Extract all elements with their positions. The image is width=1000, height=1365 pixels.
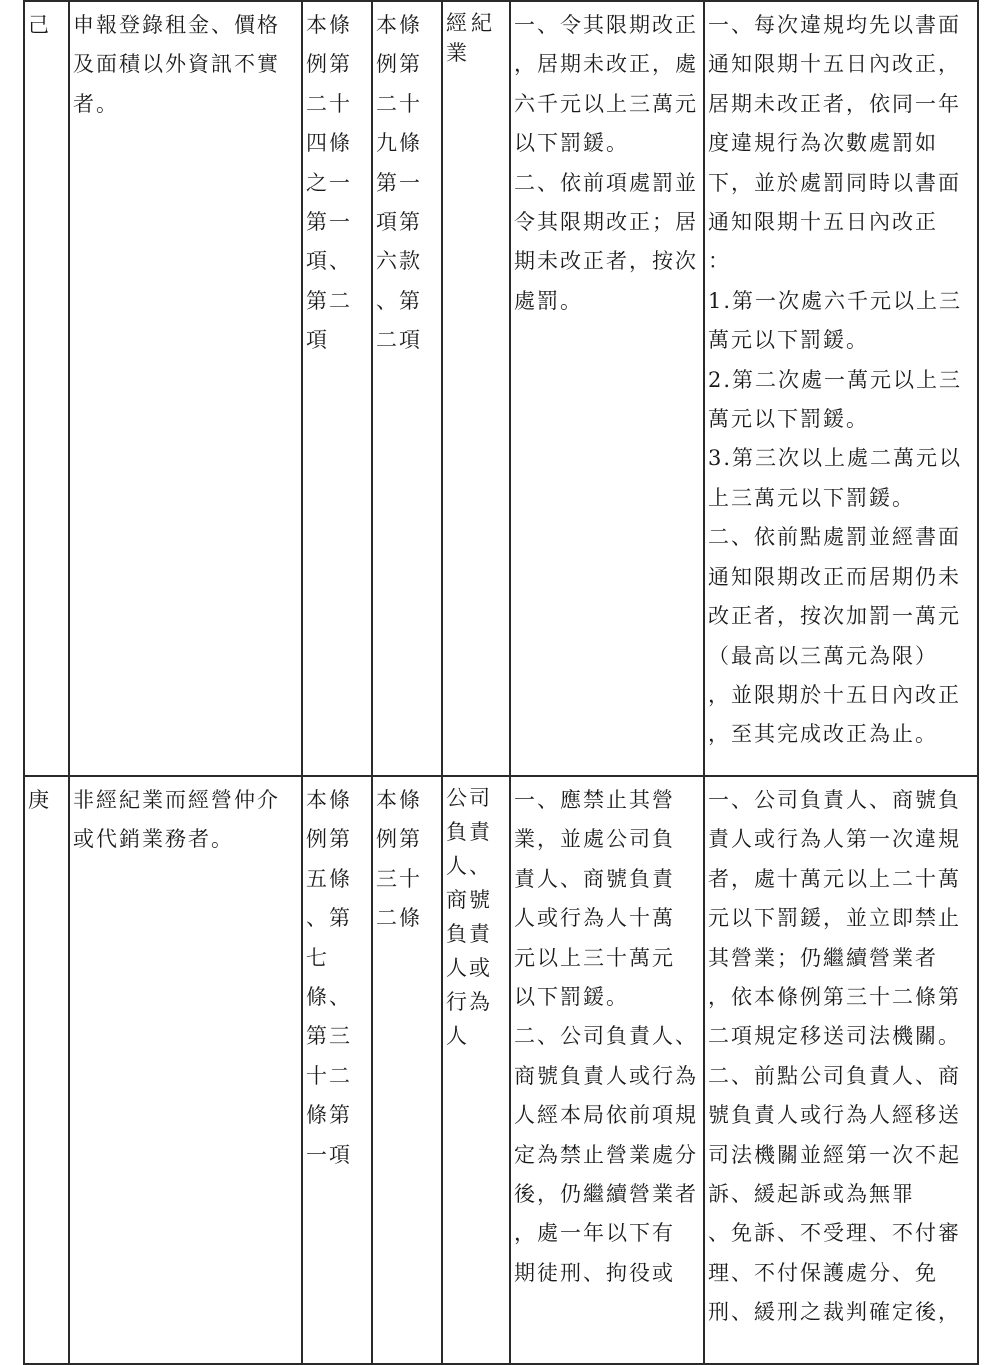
criteria-item: 1.第一次處六千元以上三 萬元以下罰鍰。	[708, 288, 963, 353]
criteria-item: 2.第二次處一萬元以上三 萬元以下罰鍰。	[708, 367, 963, 432]
table-row-geng	[24, 776, 978, 1364]
row-code: 庚	[24, 776, 69, 1364]
violation-cell	[69, 1, 302, 776]
subject-cell	[442, 776, 510, 1364]
criteria-cell	[704, 1, 978, 776]
criteria-cell	[704, 776, 978, 1364]
table-row-ji	[24, 1, 978, 776]
statutory-penalty-item: 二、依前項處罰並 令其限期改正；居 期未改正者，按次 處罰。	[514, 170, 698, 313]
criteria-item: 一、每次違規均先以書面 通知限期十五日內改正， 居期未改正者，依同一年 度違規行為次數處罰如 下，並於處罰同時以書面 通知限期十五日內改正 ：	[708, 13, 961, 274]
legal-basis-cell	[302, 776, 372, 1364]
statutory-penalty-item: 二、公司負責人、 商號負責人或行為 人經本局依前項規 定為禁止營業處分 後，仍繼續營業者 ，處一年以下有 期徒刑、拘役或	[514, 1024, 698, 1285]
criteria-item: 二、前點公司負責人、商 號負責人或行為人經移送 司法機關並經第一次不起 訴、緩起訴或為無罪 、免訴、不受理、不付審 理、不付保護處分、免 刑、緩刑之裁判確定後，	[708, 1063, 961, 1325]
statutory-penalty-cell	[510, 1, 704, 776]
subject-column-right: 司 責 、 號 責 或 為	[469, 786, 490, 1014]
penalty-basis-text: 本條 例第 三十 二條	[376, 788, 422, 931]
legal-basis-cell	[302, 1, 372, 776]
subject-columns	[446, 781, 506, 1053]
criteria-item: 二、依前點處罰並經書面 通知限期改正而居期仍未 改正者，按次加罰一萬元 （最高以三萬元為限） ，並限期於十五日內改正 ，至其完成改正為止。	[708, 525, 961, 747]
statutory-penalty-item: 一、應禁止其營 業，並處公司負 責人、商號負責 人或行為人十萬 元以上三十萬元 以下罰鍰。	[514, 788, 675, 1010]
subject-column-left: 公 負 人 商 負 人 行 人	[446, 786, 467, 1048]
statutory-penalty-cell	[510, 776, 704, 1364]
criteria-item: 一、公司負責人、商號負 責人或行為人第一次違規 者，處十萬元以上二十萬 元以下罰鍰，並立即禁止 其營業；仍繼續營業者 ，依本條例第三十二條第 二項規定移送司法機關。	[708, 788, 961, 1049]
penalty-basis-cell	[372, 1, 442, 776]
penalty-table	[23, 0, 979, 1365]
violation-text: 非經紀業而經營仲介或代銷業務者。	[73, 788, 280, 852]
legal-basis-text: 本條 例第 二十 四條 之一 第一 項、 第二 項	[306, 13, 352, 353]
penalty-basis-cell	[372, 776, 442, 1364]
legal-basis-text: 本條 例第 五條 、第 七 條、 第三 十二 條第 一項	[306, 788, 352, 1167]
subject-text: 經紀 業	[446, 11, 496, 65]
statutory-penalty-item: 一、令其限期改正 ，居期未改正，處 六千元以上三萬元 以下罰鍰。	[514, 13, 698, 156]
subject-cell	[442, 1, 510, 776]
penalty-basis-text: 本條 例第 二十 九條 第一 項第 六款 、第 二項	[376, 13, 422, 353]
criteria-item: 3.第三次以上處二萬元以 上三萬元以下罰鍰。	[708, 446, 963, 510]
row-code: 己	[24, 1, 69, 776]
violation-cell	[69, 776, 302, 1364]
violation-text: 申報登錄租金、價格及面積以外資訊不實者。	[73, 13, 280, 116]
